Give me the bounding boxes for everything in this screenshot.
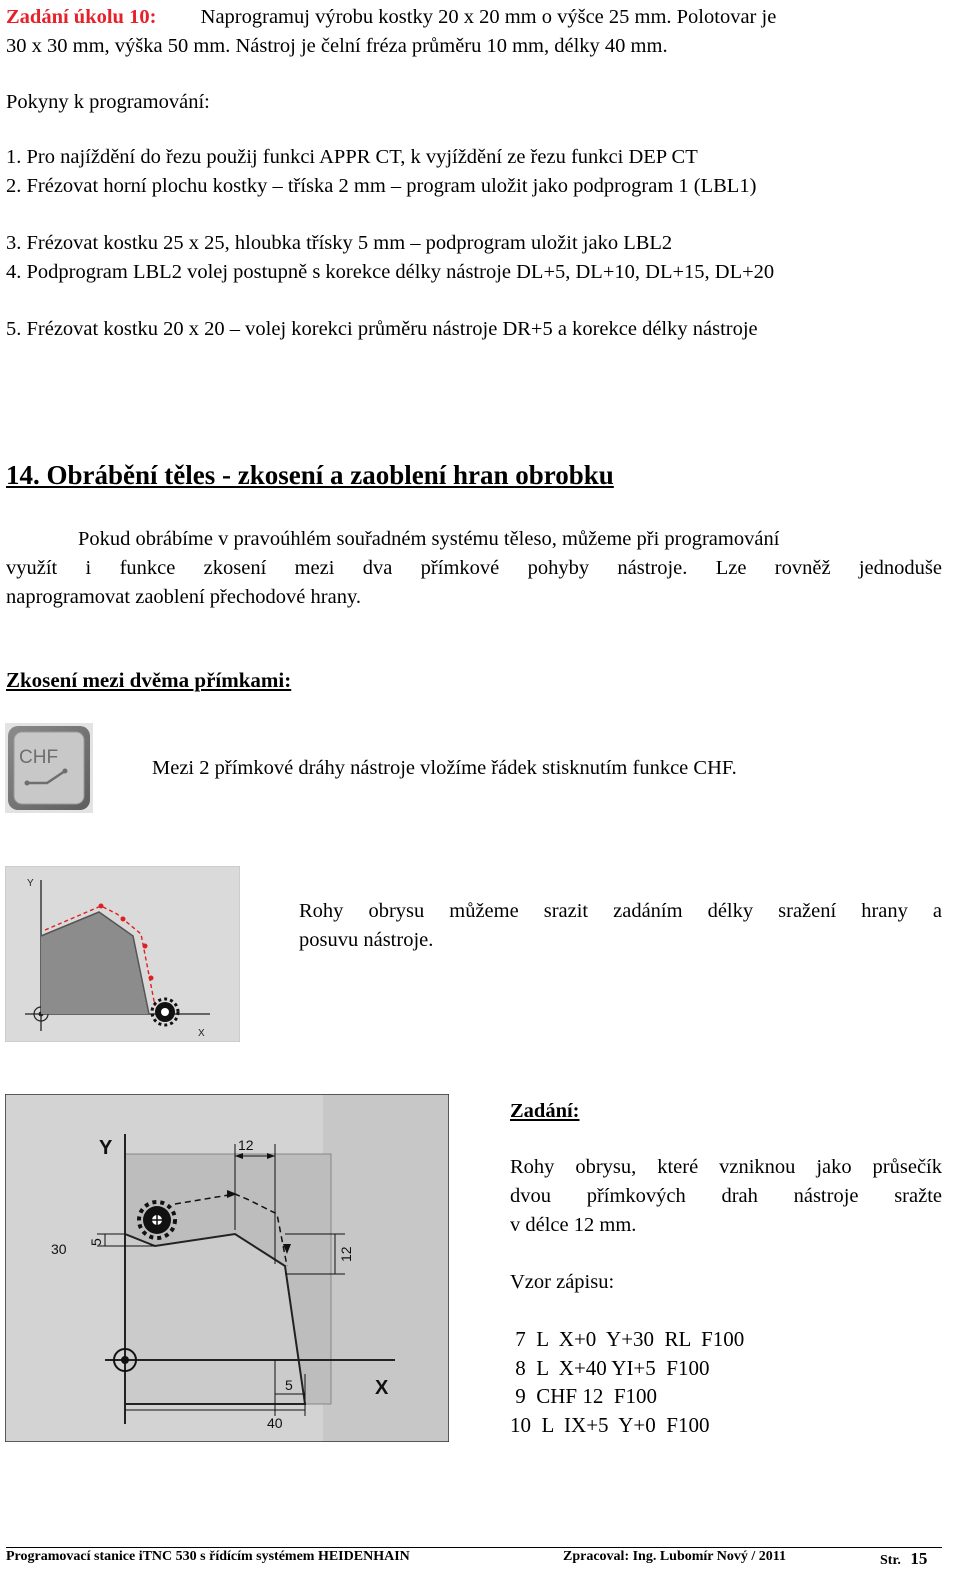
chf-text: Mezi 2 přímkové dráhy nástroje vložíme řádek stisknutím funkce CHF.	[152, 757, 737, 779]
assignment-line-3: v délce 12 mm.	[510, 1214, 637, 1236]
assignment-line-2: dvou přímkových drah nástroje sražte	[510, 1185, 942, 1207]
dim-12-top: 12	[238, 1137, 254, 1153]
task-line-1	[6, 3, 942, 32]
section-heading: 14. Obrábění těles - zkosení a zaoblení hran obrobku	[6, 460, 614, 490]
chamfer-figure-small	[5, 866, 240, 1042]
page-number: 15	[910, 1549, 928, 1568]
dim-12-side: 12	[338, 1246, 354, 1262]
step-3: 3. Frézovat kostku 25 x 25, hloubka třísky 5 mm – podprogram uložit jako LBL2	[6, 232, 673, 254]
small-x-label: X	[198, 1028, 205, 1039]
instructions-title: Pokyny k programování:	[6, 91, 210, 113]
step-4: 4. Podprogram LBL2 volej postupně s korekce délky nástroje DL+5, DL+10, DL+15, DL+20	[6, 261, 775, 283]
assignment-line-1: Rohy obrysu, které vzniknou jako průsečík	[510, 1156, 942, 1178]
code-line-4: 10 L IX+5 Y+0 F100	[510, 1413, 710, 1437]
chf-key-image	[5, 723, 93, 813]
footer-page	[880, 1549, 927, 1569]
footer-middle: Zpracoval: Ing. Lubomír Nový / 2011	[563, 1549, 786, 1564]
subheading: Zkosení mezi dvěma přímkami:	[6, 668, 292, 692]
chamfer-figure-example	[5, 1094, 449, 1442]
dim-5-bottom: 5	[285, 1377, 293, 1393]
dim-5-left: 5	[88, 1238, 104, 1246]
footer-divider	[6, 1547, 942, 1548]
big-y-label: Y	[99, 1137, 113, 1159]
step-1: 1. Pro najíždění do řezu použij funkci APPR CT, k vyjíždění ze řezu funkci DEP CT	[6, 146, 698, 168]
chf-key-label: CHF	[19, 747, 59, 768]
corners-line-2: posuvu nástroje.	[299, 929, 434, 951]
assignment-title: Zadání:	[510, 1100, 580, 1122]
code-line-2: 8 L X+40 YI+5 F100	[510, 1356, 710, 1380]
dim-40: 40	[267, 1415, 283, 1431]
task-line-2: 30 x 30 mm, výška 50 mm. Nástroj je čelní fréza průměru 10 mm, délky 40 mm.	[6, 35, 668, 57]
example-title: Vzor zápisu:	[510, 1271, 615, 1293]
code-line-1: 7 L X+0 Y+30 RL F100	[510, 1327, 745, 1351]
footer-left: Programovací stanice iTNC 530 s řídícím systémem HEIDENHAIN	[6, 1549, 410, 1564]
code-line-3: 9 CHF 12 F100	[510, 1384, 658, 1408]
step-5: 5. Frézovat kostku 20 x 20 – volej korekci průměru nástroje DR+5 a korekce délky nástroje	[6, 318, 758, 340]
intro-line-1: Pokud obrábíme v pravoúhlém souřadném systému těleso, můžeme při programování	[78, 528, 780, 550]
step-2: 2. Frézovat horní plochu kostky – tříska 2 mm – program uložit jako podprogram 1 (LBL1)	[6, 175, 757, 197]
intro-line-3: naprogramovat zaoblení přechodové hrany.	[6, 586, 361, 608]
page-label: Str.	[880, 1553, 901, 1568]
intro-line-2: využít i funkce zkosení mezi dva přímkové pohyby nástroje. Lze rovněž jednoduše	[6, 557, 942, 579]
corners-line-1: Rohy obrysu můžeme srazit zadáním délky sražení hrany a	[299, 900, 942, 922]
small-y-label: Y	[27, 878, 34, 889]
dim-30: 30	[51, 1241, 67, 1257]
big-x-label: X	[375, 1377, 389, 1399]
task-text-1: Naprogramuj výrobu kostky 20 x 20 mm o výšce 25 mm. Polotovar je	[200, 6, 777, 28]
task-label: Zadání úkolu 10:	[6, 6, 157, 28]
